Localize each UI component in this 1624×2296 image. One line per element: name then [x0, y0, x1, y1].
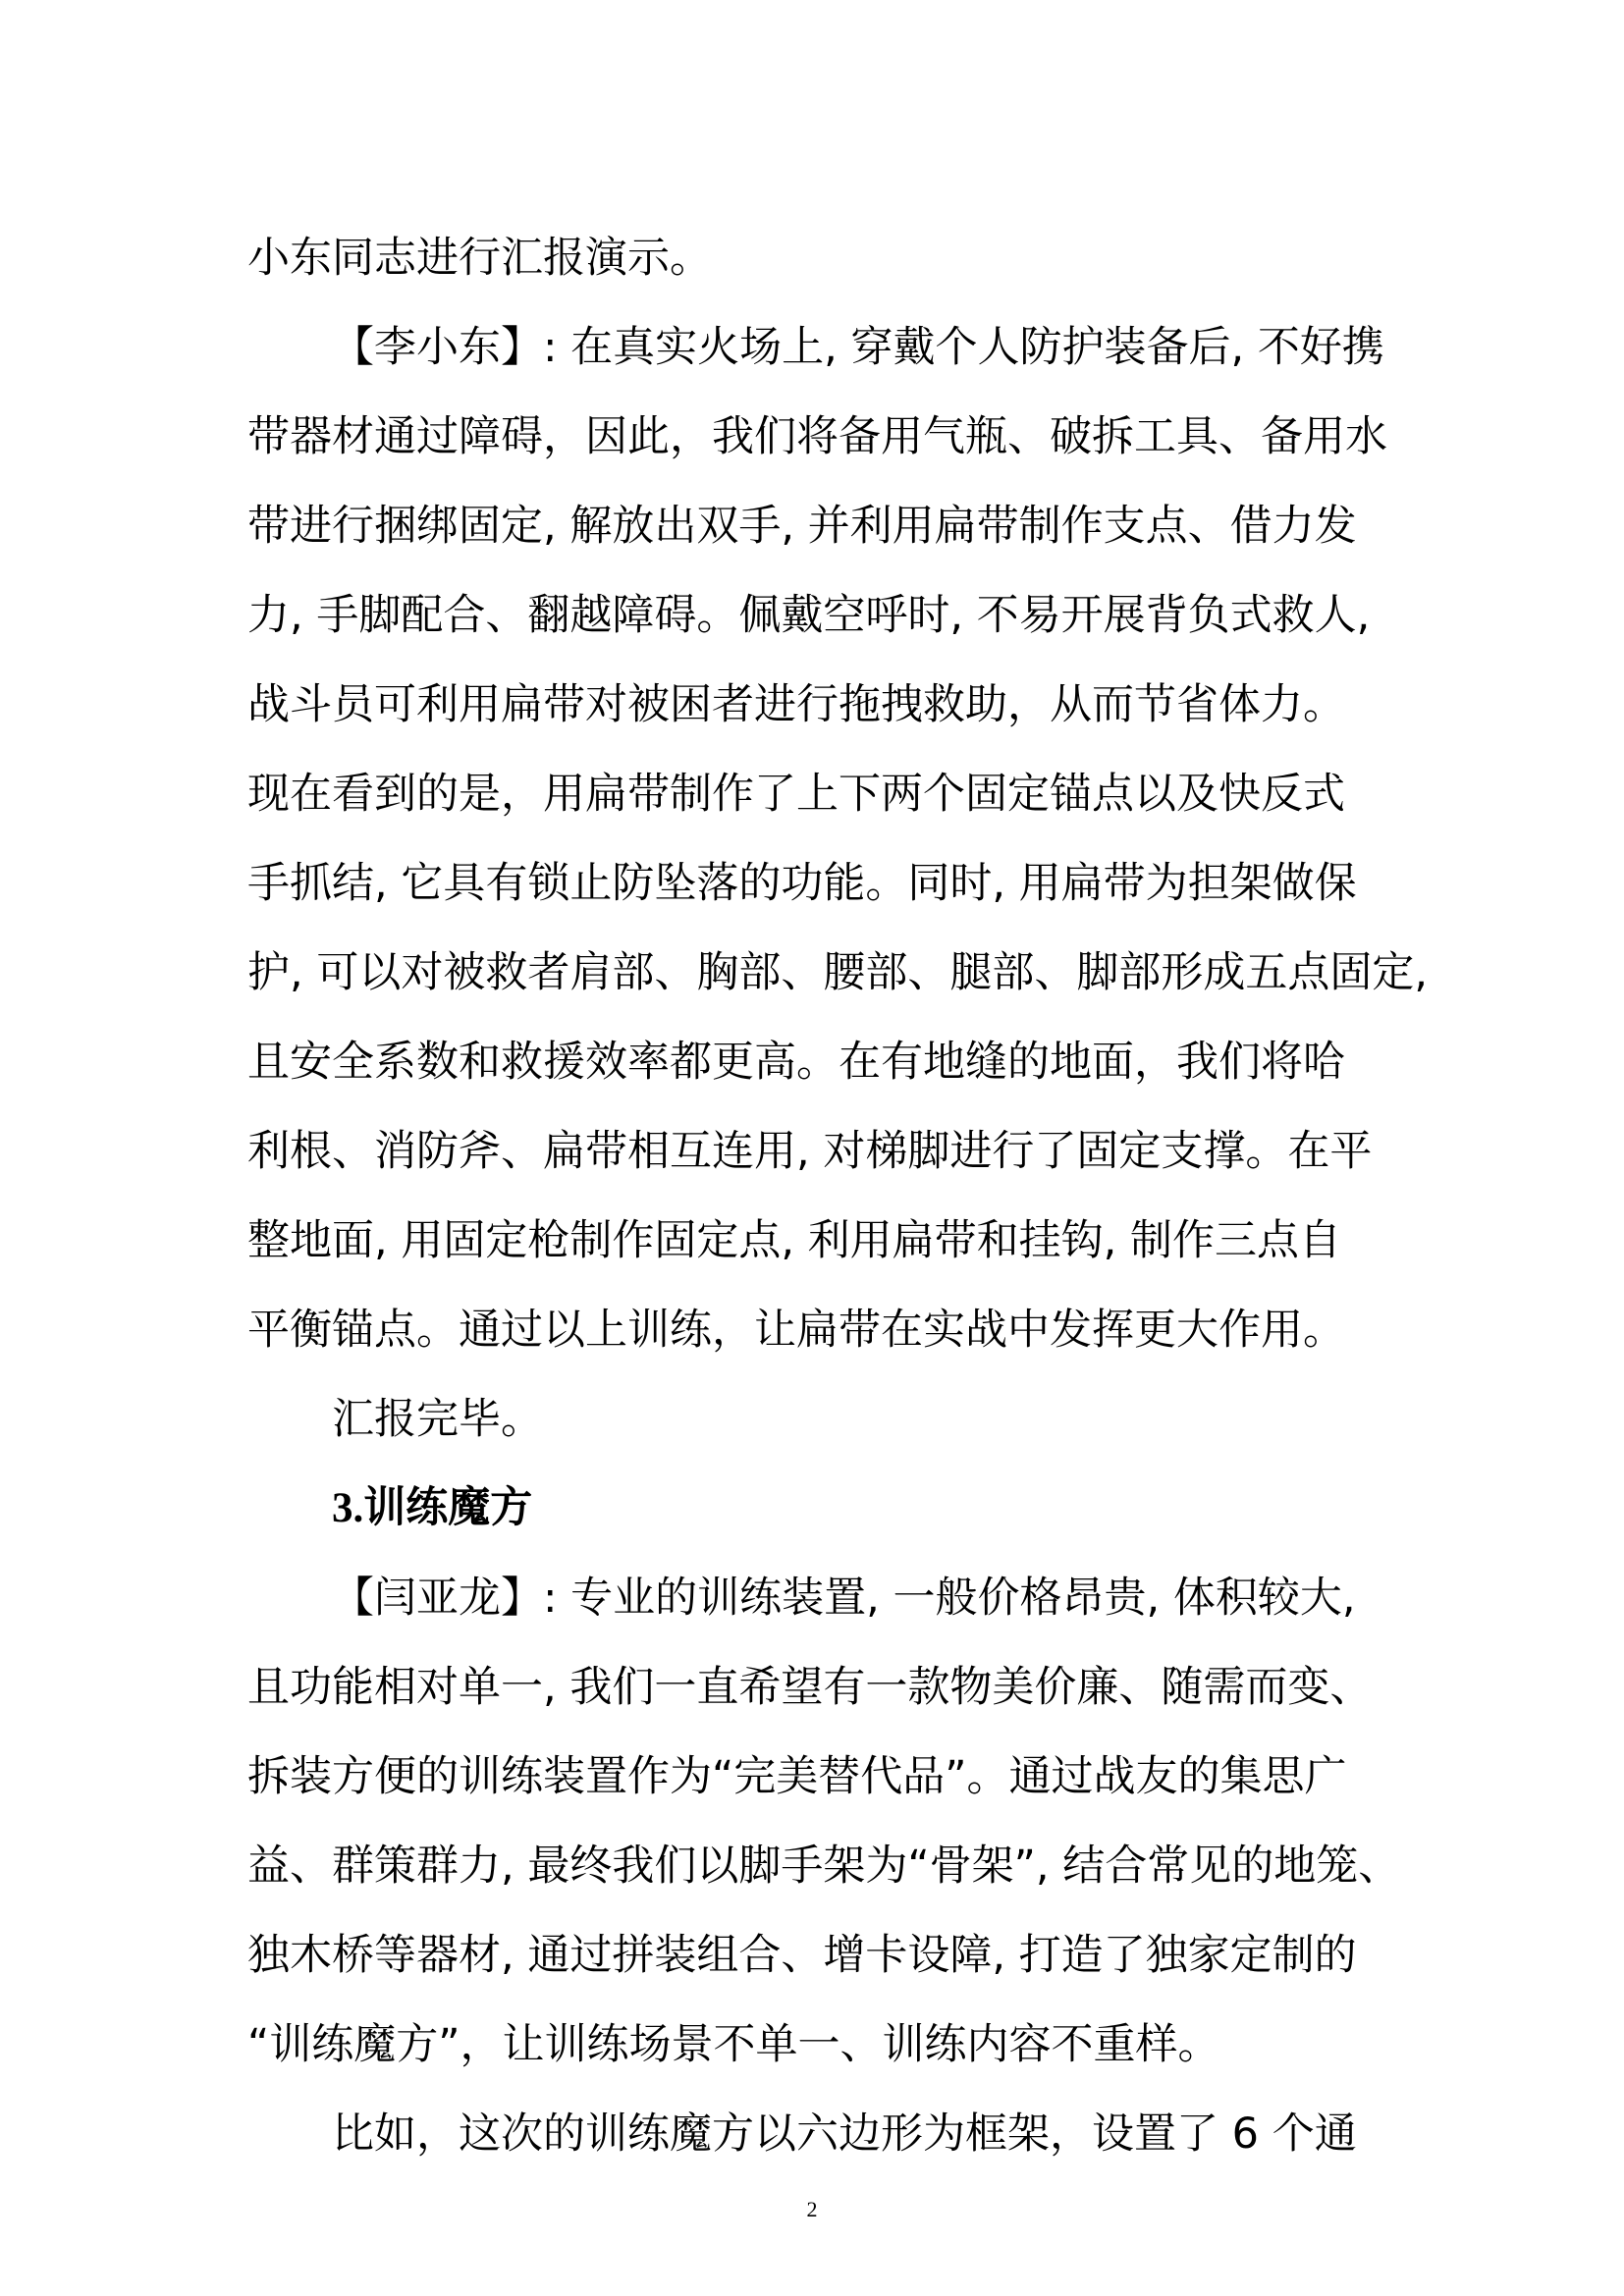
body-text-line: 益、群策群力, 最终我们以脚手架为“骨架”, 结合常见的地笼、 [247, 1842, 1401, 1891]
body-text-line: 平衡锚点。通过以上训练，让扁带在实战中发挥更大作用。 [247, 1306, 1345, 1355]
body-text-line: 带进行捆绑固定, 解放出双手, 并利用扁带制作支点、借力发 [247, 502, 1357, 551]
body-text-line: 手抓结, 它具有锁止防坠落的功能。同时, 用扁带为担架做保 [247, 859, 1357, 908]
body-text-line: “训练魔方”，让训练场景不单一、训练内容不重样。 [247, 2020, 1220, 2069]
body-text-line: 汇报完毕。 [332, 1395, 543, 1444]
body-text-line: 且安全系数和救援效率都更高。在有地缝的地面，我们将哈 [247, 1038, 1345, 1087]
body-text-line: 力, 手脚配合、翻越障碍。佩戴空呼时, 不易开展背负式救人, [247, 591, 1371, 640]
body-text-line: 比如，这次的训练魔方以六边形为框架，设置了 6 个通 [332, 2109, 1357, 2159]
body-text-line: 现在看到的是，用扁带制作了上下两个固定锚点以及快反式 [247, 770, 1345, 819]
body-text-line: 【李小东】: 在真实火场上, 穿戴个人防护装备后, 不好携 [332, 323, 1384, 372]
page-number: 2 [806, 2197, 818, 2221]
body-text-line: 小东同志进行汇报演示。 [247, 234, 712, 283]
body-text-line: 整地面, 用固定枪制作固定点, 利用扁带和挂钩, 制作三点自 [247, 1216, 1342, 1265]
body-text-line: 带器材通过障碍，因此，我们将备用气瓶、破拆工具、备用水 [247, 412, 1387, 461]
body-text-line: 且功能相对单一, 我们一直希望有一款物美价廉、随需而变、 [247, 1663, 1373, 1712]
body-text-line: 战斗员可利用扁带对被困者进行拖拽救助，从而节省体力。 [247, 680, 1345, 729]
body-text-line: 【闫亚龙】: 专业的训练装置, 一般价格昂贵, 体积较大, [332, 1574, 1356, 1623]
body-text-line: 护, 可以对被救者肩部、胸部、腰部、腿部、脚部形成五点固定, [247, 948, 1429, 997]
body-text-line: 拆装方便的训练装置作为“完美替代品”。通过战友的集思广 [247, 1752, 1347, 1801]
body-text-line: 利根、消防斧、扁带相互连用, 对梯脚进行了固定支撑。在平 [247, 1127, 1373, 1176]
body-text-line: 独木桥等器材, 通过拼装组合、增卡设障, 打造了独家定制的 [247, 1931, 1357, 1980]
section-heading: 3.训练魔方 [332, 1485, 533, 1531]
